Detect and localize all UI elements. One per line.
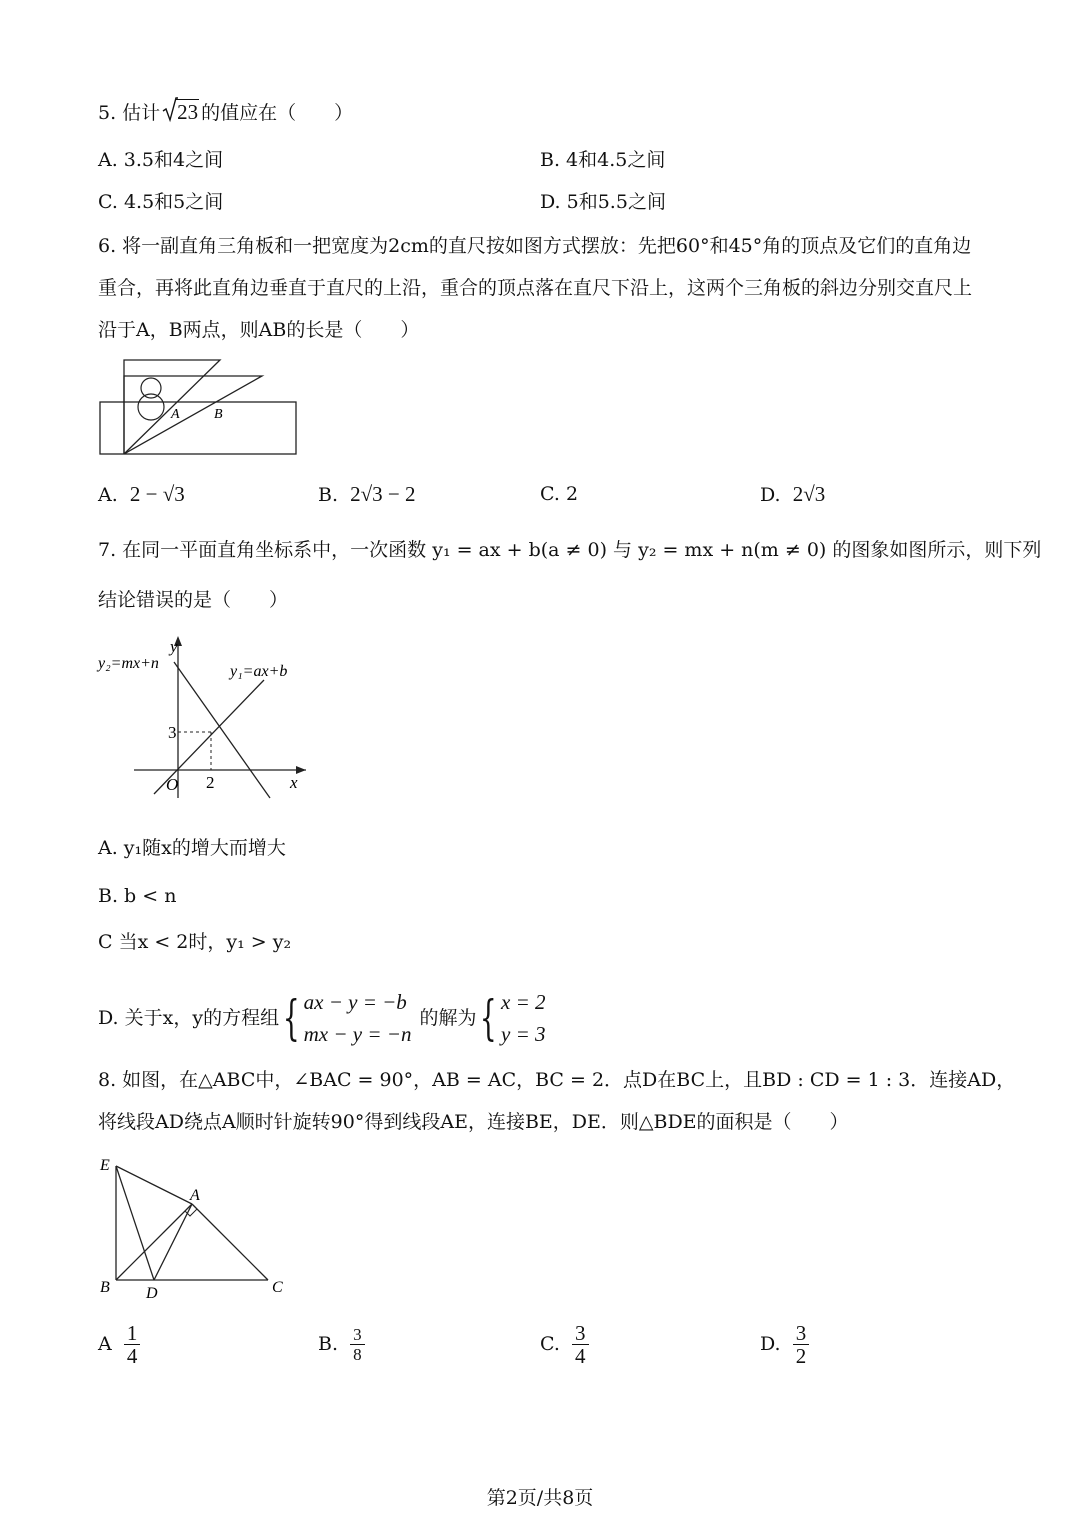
label-y1: y₁=ax+b bbox=[230, 663, 288, 680]
label-c: C bbox=[272, 1279, 283, 1296]
label-b: B bbox=[100, 1279, 110, 1296]
segment-ba bbox=[116, 1204, 192, 1280]
q5-radicand: 23 bbox=[177, 100, 199, 124]
label-b: B bbox=[214, 407, 223, 422]
q8-stem-line1: 8. 如图，在△ABC中，∠BAC = 90°，AB = AC，BC = 2．点D在BC上，且BD : CD = 1 : 3．连接AD， bbox=[98, 1069, 1016, 1091]
circle-upper bbox=[141, 378, 161, 398]
q7-option-d bbox=[98, 986, 546, 1050]
q6-stem-line3: 沿于A，B两点，则AB的长是（ ） bbox=[98, 319, 420, 341]
label-x: x bbox=[290, 773, 298, 792]
label-d: D bbox=[146, 1285, 158, 1302]
q8-option-b: B. $\frac{3}{8}$ bbox=[318, 1318, 365, 1370]
label-y2: y₂=mx+n bbox=[98, 655, 159, 672]
triangle-60 bbox=[124, 376, 262, 454]
q8-a-fraction: $\frac{1}{4}$ bbox=[124, 1322, 141, 1367]
label-a: A bbox=[171, 407, 180, 422]
q5-sqrt bbox=[162, 100, 199, 125]
line-y2 bbox=[174, 662, 270, 798]
q8-option-c: C. $\frac{3}{4}$ bbox=[540, 1318, 589, 1370]
q6-stem-line1: 6. 将一副直角三角板和一把宽度为2cm的直尺按如图方式摆放：先把60°和45°角的顶点及它们的直角边 bbox=[98, 235, 972, 257]
page-footer: 第2页/共8页 bbox=[486, 1487, 594, 1509]
label-tick-2: 2 bbox=[206, 773, 215, 792]
segment-ac bbox=[192, 1204, 268, 1280]
q7-d-sol2: y = 3 bbox=[501, 1022, 546, 1046]
q7-option-b: B. b < n bbox=[98, 885, 177, 907]
q6-option-c: C. 2 bbox=[540, 483, 579, 505]
q7-option-a: A. y₁随x的增大而增大 bbox=[98, 837, 286, 859]
left-brace-icon: { bbox=[282, 990, 300, 1046]
q7-d-mid: 的解为 bbox=[419, 1007, 477, 1029]
q5-option-d: D. 5和5.5之间 bbox=[540, 191, 666, 213]
q5-option-c: C. 4.5和5之间 bbox=[98, 191, 224, 213]
q6-option-b: B. 2√3 − 2 bbox=[318, 482, 416, 506]
segment-da bbox=[154, 1204, 192, 1280]
label-a: A bbox=[190, 1187, 200, 1204]
q5-option-a: A. 3.5和4之间 bbox=[98, 149, 224, 171]
q7-d-prefix: D. 关于x，y的方程组 bbox=[98, 1007, 280, 1029]
label-y: y bbox=[170, 637, 178, 656]
q7-d-solution bbox=[501, 986, 546, 1050]
q6-option-a: A. 2 − √3 bbox=[98, 482, 185, 506]
q8-c-fraction: $\frac{3}{4}$ bbox=[572, 1322, 589, 1367]
q7-stem-line2: 结论错误的是（ ） bbox=[98, 589, 289, 611]
q8-option-d: D. $\frac{3}{2}$ bbox=[760, 1318, 809, 1370]
ruler bbox=[100, 402, 296, 454]
q7-d-system bbox=[304, 986, 412, 1050]
q8-option-a: A $\frac{1}{4}$ bbox=[98, 1318, 140, 1370]
q6-figure bbox=[96, 356, 302, 460]
q6-stem-line2: 重合，再将此直角边垂直于直尺的上沿，重合的顶点落在直尺下沿上，这两个三角板的斜边分别交直尺上 bbox=[98, 277, 973, 299]
label-e: E bbox=[100, 1157, 110, 1174]
label-origin: O bbox=[166, 775, 179, 794]
q8-figure bbox=[96, 1152, 296, 1302]
q7-option-c: C 当x < 2时，y₁ > y₂ bbox=[98, 931, 292, 953]
label-tick-3: 3 bbox=[168, 723, 177, 742]
q7-d-sol1: x = 2 bbox=[501, 990, 546, 1014]
q5-stem bbox=[98, 100, 353, 125]
left-brace-icon: { bbox=[480, 990, 498, 1046]
q5-option-b: B. 4和4.5之间 bbox=[540, 149, 666, 171]
q6-option-d: D. 2√3 bbox=[760, 482, 826, 506]
q7-d-eq1: ax − y = −b bbox=[303, 990, 407, 1014]
q8-stem-line2: 将线段AD绕点A顺时针旋转90°得到线段AE，连接BE，DE．则△BDE的面积是（ ） bbox=[98, 1111, 849, 1133]
q5-stem-prefix: 5. 估计 bbox=[98, 102, 161, 124]
q7-stem-line1: 7. 在同一平面直角坐标系中，一次函数 y₁ = ax + b(a ≠ 0) 与 y₂ = mx + n(m ≠ 0) 的图象如图所示，则下列 bbox=[98, 539, 1042, 561]
q7-d-eq2: mx − y = −n bbox=[303, 1022, 412, 1046]
q8-b-fraction: $\frac{3}{8}$ bbox=[350, 1325, 365, 1364]
q8-d-fraction: $\frac{3}{2}$ bbox=[793, 1322, 810, 1367]
segment-ed bbox=[116, 1166, 154, 1280]
radical-icon bbox=[162, 97, 178, 123]
q5-stem-suffix: 的值应在（ ） bbox=[201, 102, 354, 124]
q7-graph bbox=[96, 632, 316, 802]
